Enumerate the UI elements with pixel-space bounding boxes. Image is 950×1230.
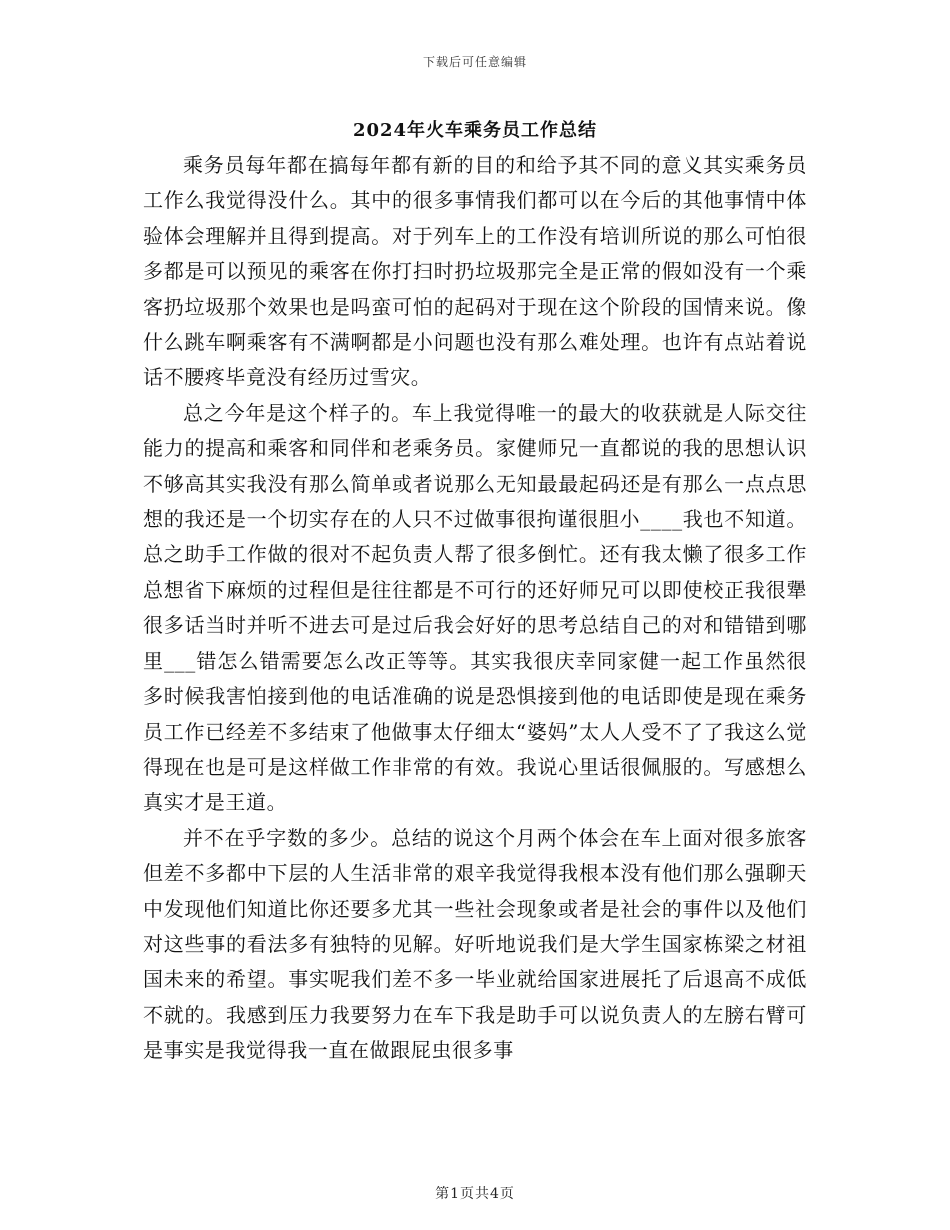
paragraph-1: 乘务员每年都在搞每年都有新的目的和给予其不同的意义其实乘务员工作么我觉得没什么。其中的很多事情我们都可以在今后的其他事情中体验体会理解并且得到提高。对于列车上的工作没有培训所说的那么可怕很多都是可以预见的乘客在你打扫时扔垃圾那完全是正常的假如没有一个乘客扔垃圾那个效果也是吗蛮可怕的起码对于现在这个阶段的国情来说。像什么跳车啊乘客有不满啊都是小问题也没有那么难处理。也许有点站着说话不腰疼毕竟没有经历过雪灾。 (143, 153, 807, 390)
document-title: 2024年火车乘务员工作总结 (352, 120, 598, 141)
paragraph-3: 并不在乎字数的多少。总结的说这个月两个体会在车上面对很多旅客但差不多都中下层的人生活非常的艰辛我觉得我根本没有他们那么强聊天中发现他们知道比你还要多尤其一些社会现象或者是社会的事件以及他们对这些事的看法多有独特的见解。好听地说我们是大学生国家栋梁之材祖国未来的希望。事实呢我们差不多一毕业就给国家进展托了后退高不成低不就的。我感到压力我要努力在车下我是助手可以说负责人的左膀右臂可是事实是我觉得我一直在做跟屁虫很多事 (143, 825, 807, 1063)
document-body (143, 148, 807, 1069)
page-header: 下载后可任意编辑 (422, 55, 527, 69)
page-footer: 第1页共4页 (435, 1186, 515, 1202)
paragraph-2: 总之今年是这个样子的。车上我觉得唯一的最大的收获就是人际交往能力的提高和乘客和同伴和老乘务员。家健师兄一直都说的我的思想认识不够高其实我没有那么简单或者说那么无知最最起码还是有那么一点点思想的我还是一个切实存在的人只不过做事很拘谨很胆小____我也不知道。总之助手工作做的很对不起负责人帮了很多倒忙。还有我太懒了很多工作总想省下麻烦的过程但是往往都是不可行的还好师兄可以即使校正我很犟很多话当时并听不进去可是过后我会好好的思考总结自己的对和错错到哪里___错怎么错需要怎么改正等等。其实我很庆幸同家健一起工作虽然很多时候我害怕接到他的电话准确的说是恐惧接到他的电话即使是现在乘务员工作已经差不多结束了他做事太仔细太“婆妈”太人人受不了了我这么觉得现在也是可是这样做工作非常的有效。我说心里话很佩服的。写感想么真实才是王道。 (143, 400, 807, 815)
